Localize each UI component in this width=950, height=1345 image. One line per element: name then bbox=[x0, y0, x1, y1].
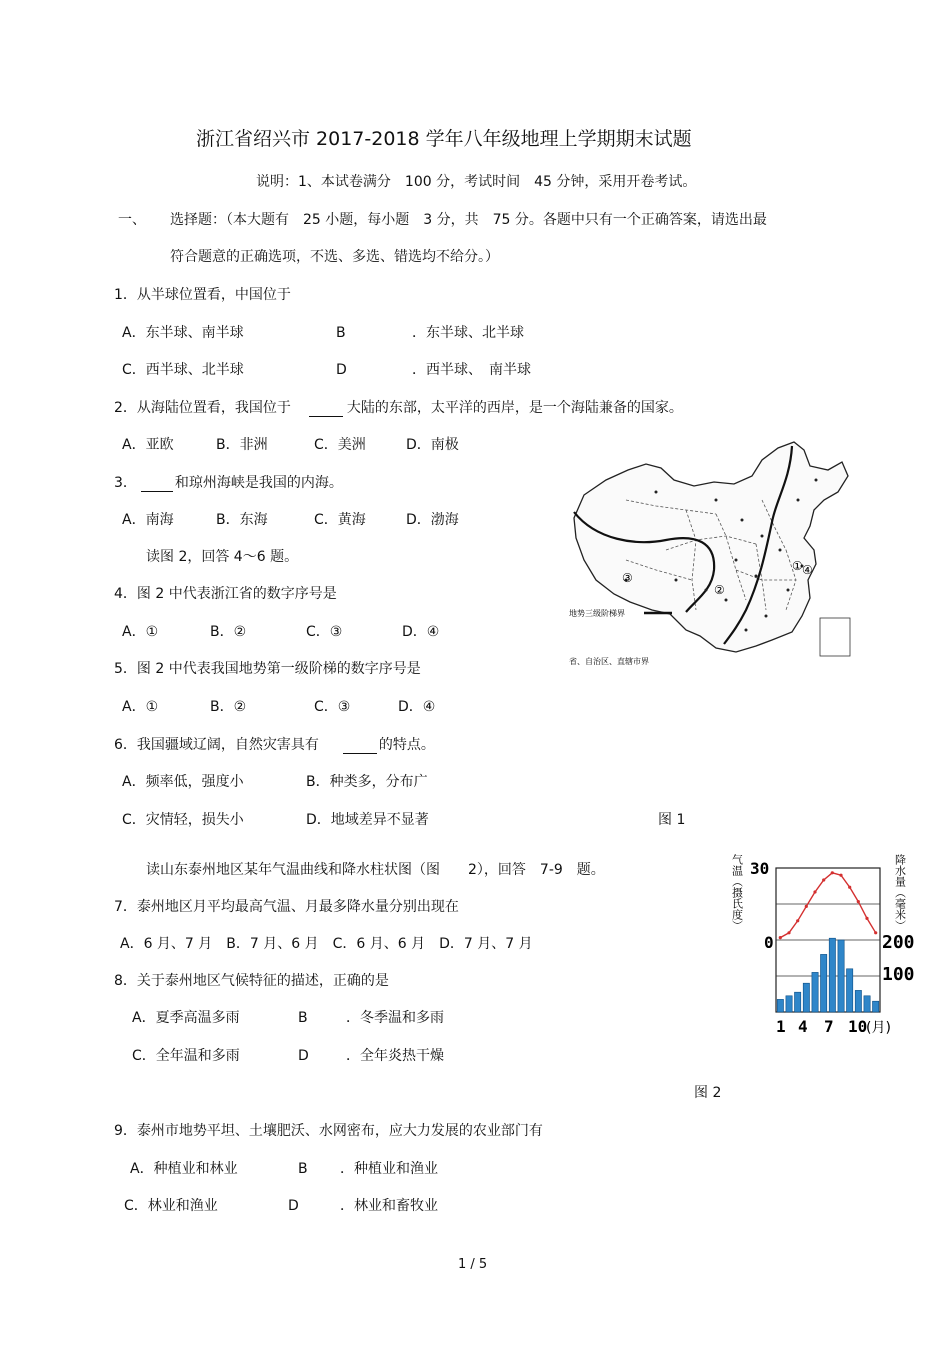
q4-option-c: C．③ bbox=[306, 624, 343, 640]
rain-bar-5 bbox=[812, 972, 818, 1012]
rain-bar-12 bbox=[873, 1001, 879, 1012]
q6-stem bbox=[114, 736, 435, 754]
map-mark-2: ② bbox=[714, 583, 725, 597]
rain-bar-6 bbox=[821, 954, 827, 1012]
q6-option-b: B．种类多，分布广 bbox=[306, 774, 428, 790]
q5-stem: 5．图 2 中代表我国地势第一级阶梯的数字序号是 bbox=[114, 661, 421, 677]
q4-option-a: A．① bbox=[122, 624, 159, 640]
rain-bar-9 bbox=[847, 969, 853, 1012]
section-instructions-line2: 符合题意的正确选项，不选、多选、错选均不给分。） bbox=[170, 249, 499, 265]
q2-option-a: A．亚欧 bbox=[122, 437, 174, 453]
q4-stem: 4．图 2 中代表浙江省的数字序号是 bbox=[114, 586, 337, 602]
figure2-caption: 图 2 bbox=[694, 1085, 722, 1101]
q1-option-d-text: ．西半球、 南半球 bbox=[412, 362, 531, 378]
read-figure-instruction: 读图 2，回答 4～6 题。 bbox=[146, 549, 299, 565]
section-number: 一、 bbox=[118, 212, 146, 228]
map-mark-3: ③ bbox=[622, 571, 633, 585]
legend-step-boundary: 地势三级阶梯界 bbox=[569, 609, 625, 618]
exam-note: 说明：1、本试卷满分 100 分，考试时间 45 分钟，采用开卷考试。 bbox=[256, 174, 697, 190]
q3-option-c: C．黄海 bbox=[314, 512, 366, 528]
q8-option-c: C．全年温和多雨 bbox=[132, 1048, 240, 1064]
q9-option-c: C．林业和渔业 bbox=[124, 1198, 218, 1214]
q5-option-c: C．③ bbox=[314, 699, 351, 715]
q3-stem-post: 和琼州海峡是我国的内海。 bbox=[174, 475, 343, 491]
rain-bar-1 bbox=[777, 999, 783, 1012]
q4-option-d: D．④ bbox=[402, 624, 440, 640]
rain-bar-4 bbox=[803, 983, 809, 1012]
q3-blank bbox=[141, 477, 173, 492]
q8-stem: 8．关于泰州地区气候特征的描述，正确的是 bbox=[114, 973, 389, 989]
q9-option-d-text: ．林业和畜牧业 bbox=[340, 1198, 438, 1214]
month-tick-7: 7 bbox=[824, 1017, 834, 1036]
page-number: 1 / 5 bbox=[458, 1257, 488, 1272]
q3-stem-pre: 3． bbox=[114, 475, 137, 491]
temp-point-1 bbox=[779, 936, 782, 939]
temp-point-2 bbox=[787, 931, 790, 934]
month-tick-10: 10 bbox=[848, 1017, 868, 1036]
temp-point-5 bbox=[813, 890, 816, 893]
q3-option-b: B．东海 bbox=[216, 512, 268, 528]
q3-stem bbox=[114, 474, 343, 492]
q8-option-a: A．夏季高温多雨 bbox=[132, 1010, 240, 1026]
read-climate-instruction: 读山东泰州地区某年气温曲线和降水柱状图（图 2），回答 7-9 题。 bbox=[146, 862, 605, 878]
q7-stem: 7．泰州地区月平均最高气温、月最多降水量分别出现在 bbox=[114, 899, 459, 915]
q8-option-b-text: ．冬季温和多雨 bbox=[346, 1010, 444, 1026]
rain-bar-10 bbox=[855, 990, 861, 1012]
q3-option-d: D．渤海 bbox=[406, 512, 459, 528]
temp-point-9 bbox=[848, 886, 851, 889]
map-mark-1: ① bbox=[792, 559, 803, 573]
q2-option-c: C．美洲 bbox=[314, 437, 366, 453]
temp-axis-label: 气温（摄氏度） bbox=[730, 854, 744, 931]
temp-point-8 bbox=[839, 874, 842, 877]
page-title: 浙江省绍兴市 2017-2018 学年八年级地理上学期期末试题 bbox=[196, 128, 692, 150]
rain-bars bbox=[777, 938, 879, 1012]
q9-option-b-text: ．种植业和渔业 bbox=[340, 1161, 438, 1177]
temp-point-10 bbox=[857, 900, 860, 903]
q2-stem bbox=[114, 399, 683, 417]
q6-stem-pre: 6．我国疆域辽阔，自然灾害具有 bbox=[114, 737, 319, 753]
q6-stem-post: 的特点。 bbox=[378, 737, 435, 753]
temp-tick-0: 0 bbox=[764, 933, 774, 952]
rain-tick-200: 200 bbox=[882, 932, 915, 953]
temp-curve bbox=[779, 871, 878, 939]
temp-point-3 bbox=[796, 919, 799, 922]
q2-stem-post: 大陆的东部，太平洋的西岸，是一个海陆兼备的国家。 bbox=[346, 400, 683, 416]
q8-option-b-letter: B bbox=[298, 1010, 308, 1026]
q6-option-d: D．地域差异不显著 bbox=[306, 812, 429, 828]
q9-option-b-letter: B bbox=[298, 1161, 308, 1177]
legend-province-boundary: 省、自治区、直辖市界 bbox=[569, 657, 649, 666]
rain-bar-2 bbox=[786, 996, 792, 1012]
rain-axis-label: 降水量（毫米） bbox=[893, 854, 907, 931]
china-terrain-map bbox=[566, 440, 856, 666]
q2-option-d: D．南极 bbox=[406, 437, 459, 453]
q2-stem-pre: 2．从海陆位置看，我国位于 bbox=[114, 400, 291, 416]
q1-option-c: C．西半球、北半球 bbox=[122, 362, 244, 378]
q6-blank bbox=[343, 739, 377, 754]
temp-point-12 bbox=[874, 931, 877, 934]
q8-option-d-text: ．全年炎热干燥 bbox=[346, 1048, 444, 1064]
q9-option-a: A．种植业和林业 bbox=[130, 1161, 238, 1177]
q2-blank bbox=[309, 402, 343, 417]
south-sea-inset bbox=[820, 618, 850, 656]
climate-chart bbox=[732, 846, 922, 1038]
q5-option-b: B．② bbox=[210, 699, 247, 715]
rain-bar-11 bbox=[864, 996, 870, 1012]
temp-line bbox=[780, 873, 875, 938]
q3-option-a: A．南海 bbox=[122, 512, 174, 528]
q8-option-d-letter: D bbox=[298, 1048, 309, 1064]
q1-option-b-text: ．东半球、北半球 bbox=[412, 325, 524, 341]
rain-bar-3 bbox=[795, 992, 801, 1012]
q1-option-d-letter: D bbox=[336, 362, 347, 378]
temp-point-11 bbox=[865, 917, 868, 920]
q7-options: A．6 月、7 月 B．7 月、6 月 C．6 月、6 月 D．7 月、7 月 bbox=[120, 936, 533, 952]
q2-option-b: B．非洲 bbox=[216, 437, 268, 453]
rain-bar-8 bbox=[838, 940, 844, 1012]
month-tick-4: 4 bbox=[798, 1017, 808, 1036]
q5-option-d: D．④ bbox=[398, 699, 436, 715]
temp-point-6 bbox=[822, 878, 825, 881]
q6-option-a: A．频率低，强度小 bbox=[122, 774, 244, 790]
temp-tick-30: 30 bbox=[750, 859, 770, 878]
q9-stem: 9．泰州市地势平坦、土壤肥沃、水网密布，应大力发展的农业部门有 bbox=[114, 1123, 543, 1139]
china-outline bbox=[574, 442, 848, 652]
q6-option-c: C．灾情轻，损失小 bbox=[122, 812, 244, 828]
rain-tick-100: 100 bbox=[882, 964, 915, 985]
section-instructions-line1: 选择题：（本大题有 25 小题，每小题 3 分，共 75 分。各题中只有一个正确答案，请选出最 bbox=[170, 212, 767, 228]
q1-option-a: A．东半球、南半球 bbox=[122, 325, 244, 341]
q1-option-b-letter: B bbox=[336, 325, 346, 341]
rain-bar-7 bbox=[829, 938, 835, 1012]
q5-option-a: A．① bbox=[122, 699, 159, 715]
month-tick-1: 1 bbox=[776, 1017, 786, 1036]
q9-option-d-letter: D bbox=[288, 1198, 299, 1214]
temp-point-7 bbox=[831, 871, 834, 874]
figure1-caption: 图 1 bbox=[658, 812, 686, 828]
q1-stem: 1．从半球位置看，中国位于 bbox=[114, 287, 291, 303]
month-unit: (月) bbox=[866, 1020, 891, 1036]
map-mark-4: ④ bbox=[802, 563, 813, 577]
q4-option-b: B．② bbox=[210, 624, 247, 640]
temp-point-4 bbox=[805, 905, 808, 908]
